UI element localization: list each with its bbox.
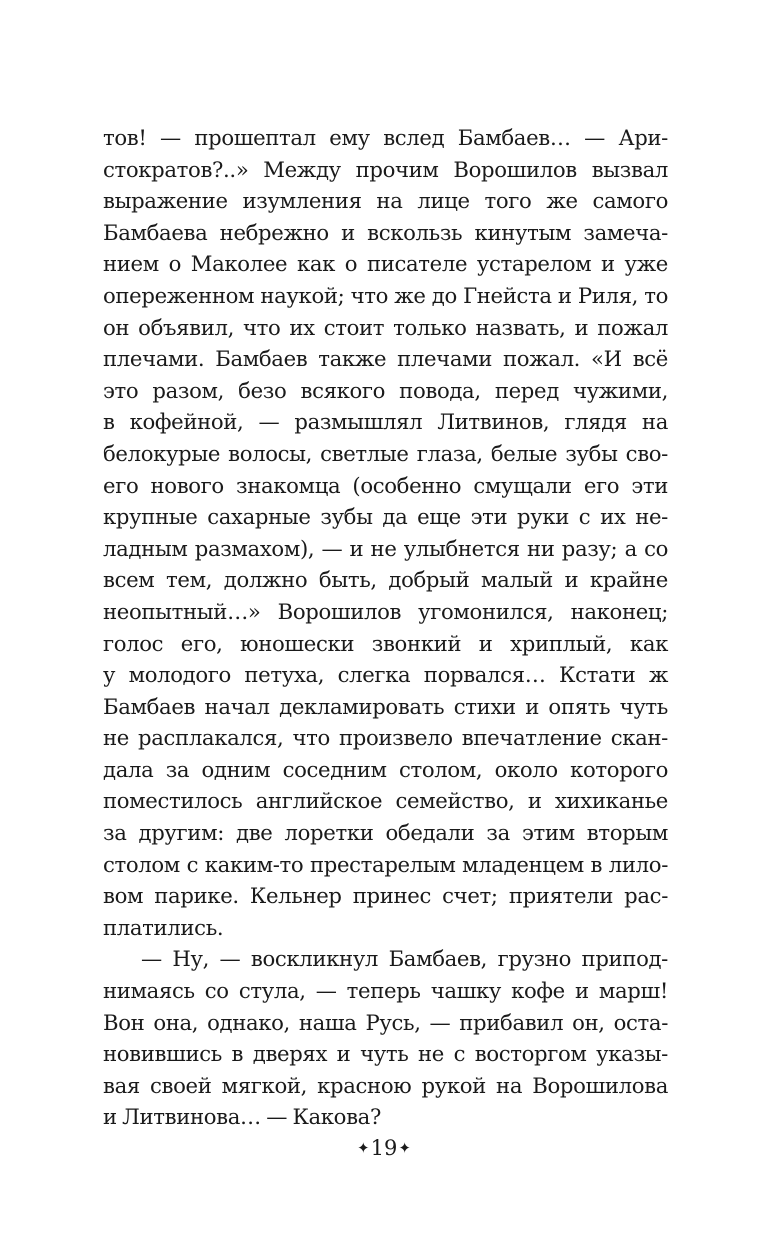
text-line: Вон она, однако, наша Русь, — прибавил он, оста- [103, 1009, 668, 1035]
text-line: тов! — прошептал ему вслед Бамбаев… — Ари- [103, 125, 668, 150]
text-line: столом с каким-то престарелым младенцем в лило- [103, 851, 668, 877]
text-line: Бамбаева небрежно и вскользь кинутым замеча- [103, 219, 668, 245]
text-line: крупные сахарные зубы да еще эти руки с их не- [103, 504, 668, 530]
text-line: дала за одним соседним столом, около которого [103, 756, 668, 782]
ornament-star-icon: ✦ [398, 1139, 411, 1157]
text-line: белокурые волосы, светлые глаза, белые зубы сво- [103, 440, 668, 466]
text-line: голос его, юношески звонкий и хриплый, как [103, 630, 668, 656]
text-line: вом парике. Кельнер принес счет; приятели рас- [103, 883, 668, 909]
body-text [103, 122, 668, 1133]
text-line: стократов?..» Между прочим Ворошилов вызвал [103, 156, 668, 182]
text-line: всем тем, должно быть, добрый малый и крайне [103, 567, 668, 593]
text-line: — Ну, — воскликнул Бамбаев, грузно припод- [141, 946, 668, 972]
ornament-star-icon: ✦ [357, 1139, 370, 1157]
text-line: нием о Маколее как о писателе устарелом и уже [103, 251, 668, 277]
text-line: за другим: две лоретки обедали за этим вторым [103, 820, 668, 846]
text-line: поместилось английское семейство, и хихиканье [103, 788, 668, 814]
text-line: платились. [103, 914, 224, 940]
text-line: у молодого петуха, слегка порвался… Кстати ж [103, 662, 668, 688]
page-number-value: 19 [370, 1136, 398, 1160]
text-line: выражение изумления на лице того же самого [103, 188, 668, 214]
text-line: опереженном наукой; что же до Гнейста и Риля, то [103, 282, 668, 308]
text-line: ладным размахом), — и не улыбнется ни разу; а со [103, 535, 668, 561]
text-line: и Литвинова… — Какова? [103, 1104, 381, 1130]
text-line: не расплакался, что произвело впечатление скан- [103, 725, 668, 751]
text-line: нимаясь со стула, — теперь чашку кофе и марш! [103, 978, 668, 1004]
text-line: в кофейной, — размышлял Литвинов, глядя на [103, 409, 668, 435]
text-line: вая своей мягкой, красною рукой на Ворошилова [103, 1072, 668, 1098]
text-line: это разом, безо всякого повода, перед чужими, [103, 377, 668, 403]
page-number [0, 1133, 768, 1163]
text-line: неопытный…» Ворошилов угомонился, наконец; [103, 598, 668, 624]
text-line: Бамбаев начал декламировать стихи и опять чуть [103, 693, 668, 719]
text-line: он объявил, что их стоит только назвать, и пожал [103, 314, 668, 340]
text-line: его нового знакомца (особенно смущали его эти [103, 472, 668, 498]
text-line: новившись в дверях и чуть не с восторгом указы- [103, 1041, 668, 1067]
text-line: плечами. Бамбаев также плечами пожал. «И всё [103, 346, 668, 372]
